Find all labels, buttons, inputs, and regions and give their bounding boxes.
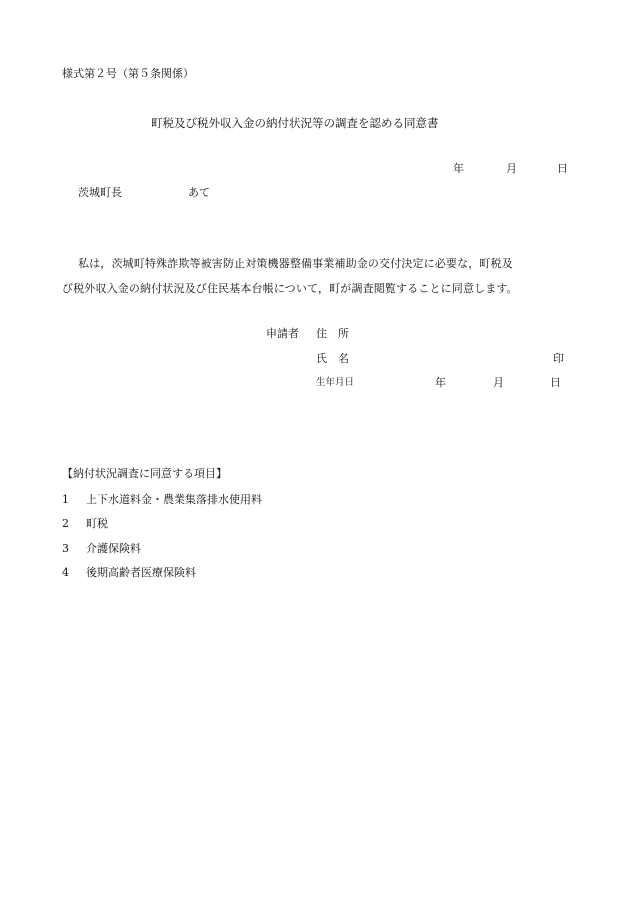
consent-item-3: [62, 543, 141, 554]
addressee-suffix: あて: [188, 186, 210, 199]
applicant-address-label: 住 所: [316, 327, 349, 340]
consent-statement-line-1: 私は，茨城町特殊詐欺等被害防止対策機器整備事業補助金の交付決定に必要な，町税及: [78, 257, 513, 270]
form-reference: 様式第２号（第５条関係）: [62, 67, 194, 80]
item-label: 上下水道料金・農業集落排水使用料: [86, 493, 262, 506]
date-year-label: 年: [453, 162, 464, 175]
item-number: 2: [62, 517, 69, 530]
item-label: 介護保険料: [86, 542, 141, 555]
date-day-label: 日: [557, 162, 568, 175]
birth-day-label: 日: [550, 376, 561, 389]
consent-item-2: [62, 518, 108, 529]
item-label: 後期高齢者医療保険料: [86, 566, 196, 579]
consent-statement-line-2: び税外収入金の納付状況及び住民基本台帳について，町が調査閲覧することに同意します。: [62, 282, 518, 295]
addressee-name: 茨城町長: [78, 186, 122, 199]
consent-items-heading: 【納付状況調査に同意する項目】: [62, 467, 227, 480]
item-number: 4: [62, 566, 69, 579]
consent-item-4: [62, 567, 196, 578]
document-title: 町税及び税外収入金の納付状況等の調査を認める同意書: [151, 116, 439, 130]
item-number: 1: [62, 493, 69, 506]
applicant-name-label: 氏 名: [316, 352, 349, 365]
birth-month-label: 月: [493, 376, 504, 389]
birth-date-label: 生年月日: [316, 377, 355, 388]
date-month-label: 月: [506, 162, 517, 175]
item-label: 町税: [86, 517, 108, 530]
applicant-label: 申請者: [266, 327, 299, 340]
birth-year-label: 年: [435, 376, 446, 389]
item-number: 3: [62, 542, 69, 555]
seal-mark: 印: [553, 352, 564, 365]
consent-item-1: [62, 494, 262, 505]
